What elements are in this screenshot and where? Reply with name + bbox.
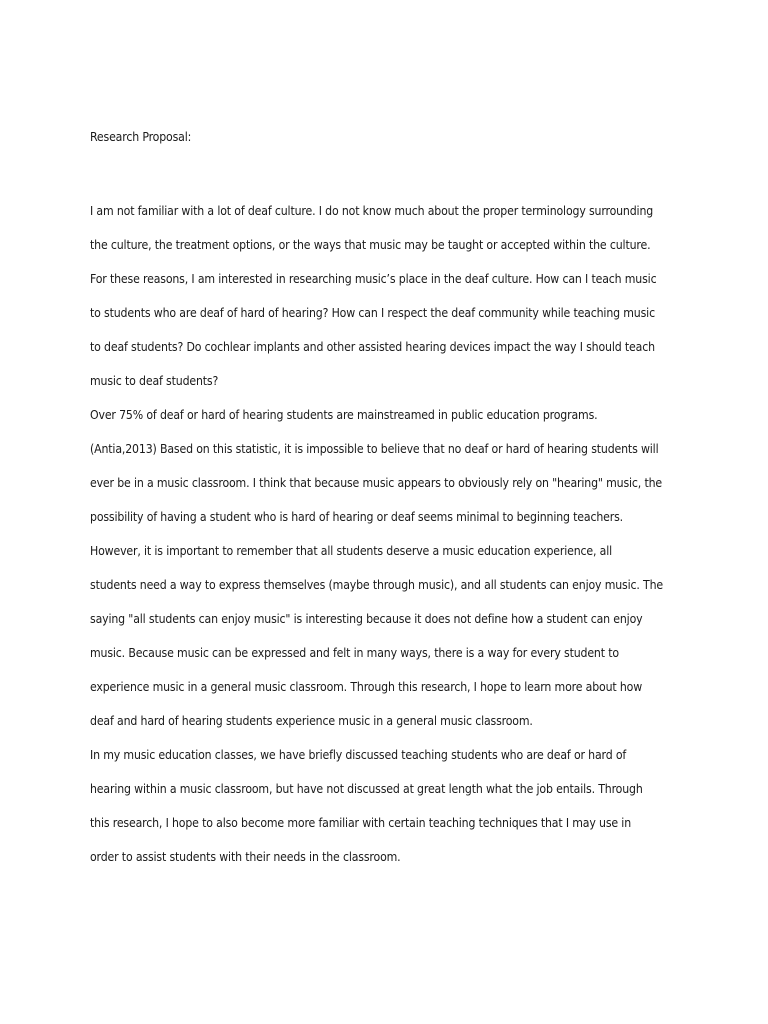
text-line: the culture, the treatment options, or the ways that music may be taught or accepted within the culture.	[90, 238, 651, 252]
paragraph-intro	[90, 194, 690, 398]
text-line: (Antia,2013) Based on this statistic, it is impossible to believe that no deaf or hard of hearing students will	[90, 442, 659, 456]
text-line: deaf and hard of hearing students experience music in a general music classroom.	[90, 714, 533, 728]
text-line: possibility of having a student who is hard of hearing or deaf seems minimal to beginning teachers.	[90, 510, 623, 524]
text-line: In my music education classes, we have briefly discussed teaching students who are deaf or hard of	[90, 748, 627, 762]
text-line: this research, I hope to also become more familiar with certain teaching techniques that I may use in	[90, 816, 632, 830]
text-line: However, it is important to remember that all students deserve a music education experience, all	[90, 544, 613, 558]
text-line: For these reasons, I am interested in researching music’s place in the deaf culture. How can I teach music	[90, 272, 657, 286]
text-line: to deaf students? Do cochlear implants and other assisted hearing devices impact the way I should teach	[90, 340, 655, 354]
text-line: to students who are deaf of hard of hearing? How can I respect the deaf community while teaching music	[90, 306, 655, 320]
paragraph-classes	[90, 738, 690, 874]
document-heading: Research Proposal:	[90, 130, 192, 144]
paragraph-statistic	[90, 398, 690, 738]
text-line: students need a way to express themselves (maybe through music), and all students can enjoy music. The	[90, 578, 663, 592]
text-line: saying "all students can enjoy music" is interesting because it does not define how a student can enjoy	[90, 612, 643, 626]
text-line: order to assist students with their needs in the classroom.	[90, 850, 401, 864]
text-line: ever be in a music classroom. I think that because music appears to obviously rely on "hearing" music, the	[90, 476, 662, 490]
text-line: music to deaf students?	[90, 374, 219, 388]
text-line: experience music in a general music classroom. Through this research, I hope to learn more about how	[90, 680, 643, 694]
text-line: hearing within a music classroom, but have not discussed at great length what the job entails. Through	[90, 782, 643, 796]
document-body	[90, 126, 690, 874]
text-line: Over 75% of deaf or hard of hearing students are mainstreamed in public education programs.	[90, 408, 598, 422]
text-line: I am not familiar with a lot of deaf culture. I do not know much about the proper terminology surrounding	[90, 204, 654, 218]
text-line: music. Because music can be expressed and felt in many ways, there is a way for every student to	[90, 646, 619, 660]
